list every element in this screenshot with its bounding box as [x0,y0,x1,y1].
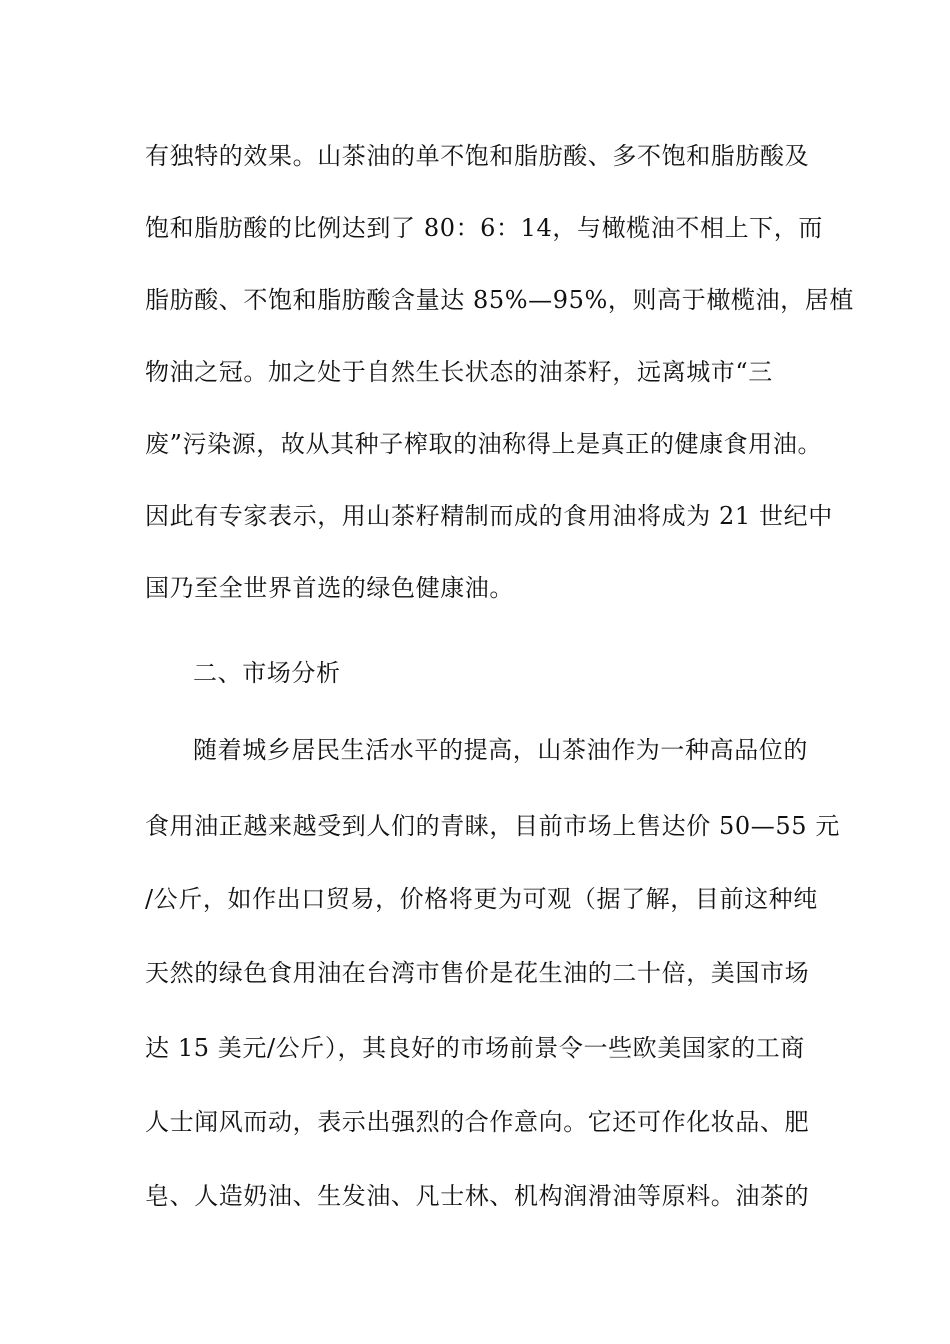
section-heading: 二、市场分析 [193,659,341,687]
paragraph-line: 人士闻风而动，表示出强烈的合作意向。它还可作化妆品、肥 [145,1108,810,1136]
paragraph-line: 随着城乡居民生活水平的提高，山茶油作为一种高品位的 [193,736,808,764]
paragraph-line: /公斤，如作出口贸易，价格将更为可观（据了解，目前这种纯 [145,885,818,913]
paragraph-line: 饱和脂肪酸的比例达到了 80：6：14，与橄榄油不相上下，而 [145,214,823,242]
paragraph-line: 脂肪酸、不饱和脂肪酸含量达 85%—95%，则高于橄榄油，居植 [145,286,854,314]
paragraph-line: 达 15 美元/公斤），其良好的市场前景令一些欧美国家的工商 [145,1034,805,1062]
paragraph-line: 食用油正越来越受到人们的青睐，目前市场上售达价 50—55 元 [145,812,840,840]
paragraph-line: 国乃至全世界首选的绿色健康油。 [145,574,514,602]
paragraph-line: 因此有专家表示，用山茶籽精制而成的食用油将成为 21 世纪中 [145,502,833,530]
paragraph-line: 皂、人造奶油、生发油、凡士林、机构润滑油等原料。油茶的 [145,1182,810,1210]
paragraph-line: 天然的绿色食用油在台湾市售价是花生油的二十倍，美国市场 [145,959,810,987]
paragraph-line: 物油之冠。加之处于自然生长状态的油茶籽，远离城市“三 [145,358,773,386]
paragraph-line: 废”污染源，故从其种子榨取的油称得上是真正的健康食用油。 [145,430,823,458]
paragraph-line: 有独特的效果。山茶油的单不饱和脂肪酸、多不饱和脂肪酸及 [145,142,810,170]
